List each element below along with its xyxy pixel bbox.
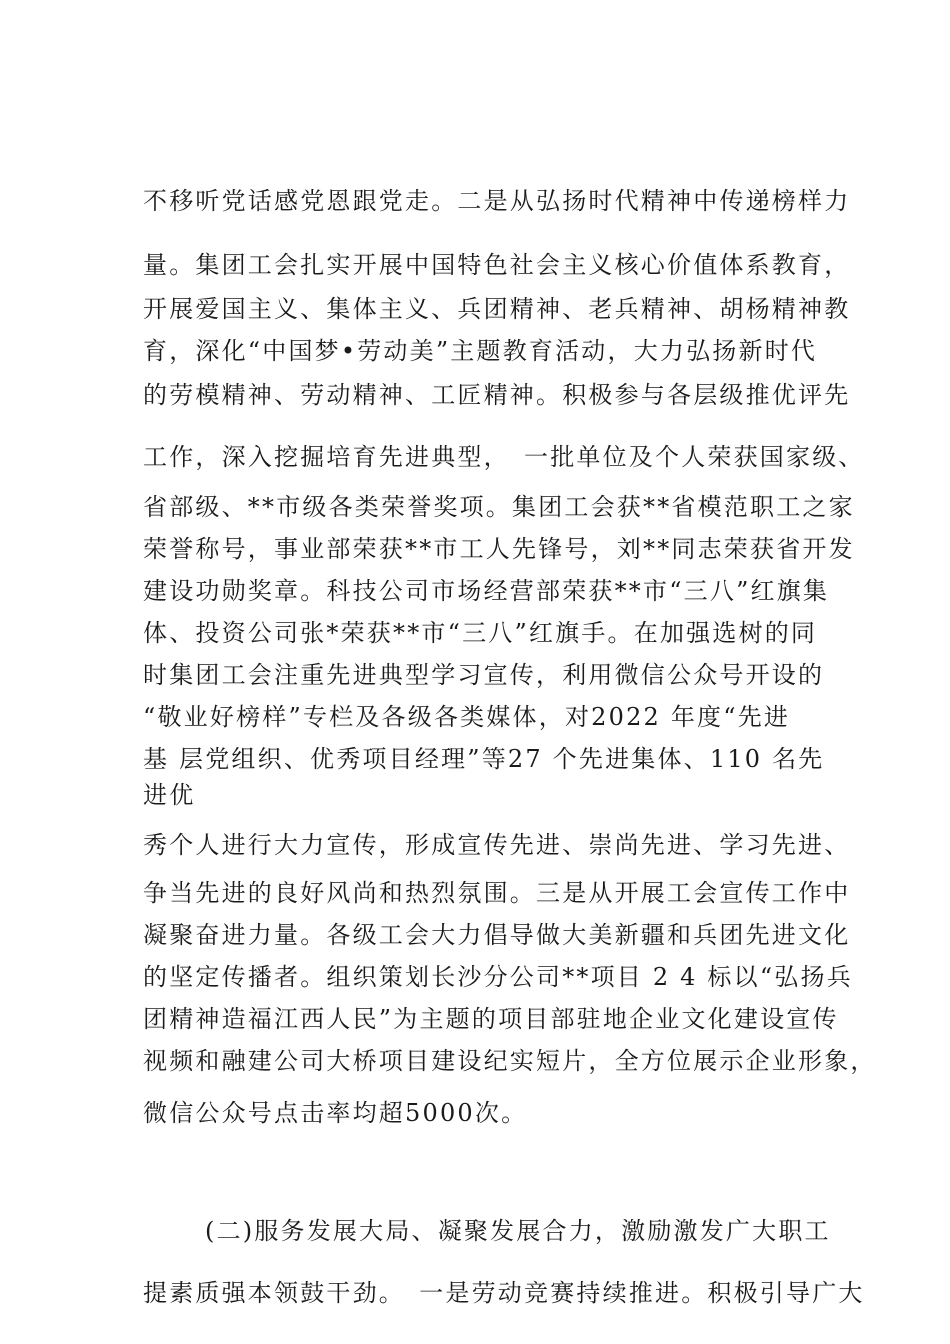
- text-line: 凝聚奋进力量。各级工会大力倡导做大美新疆和兵团先进文化: [143, 921, 851, 949]
- text-line: 荣誉称号，事业部荣获**市工人先锋号，刘**同志荣获省开发: [143, 535, 855, 563]
- text-line: 的劳模精神、劳动精神、工匠精神。积极参与各层级推优评先: [143, 381, 851, 409]
- text-line: 的坚定传播者。组织策划长沙分公司**项目 2 4 标以“弘扬兵: [143, 963, 853, 991]
- section-heading: (二)服务发展大局、凝聚发展合力，激励激发广大职工: [205, 1217, 831, 1245]
- text-line: 量。集团工会扎实开展中国特色社会主义核心价值体系教育，: [143, 251, 851, 279]
- text-line: 提素质强本领鼓干劲。 一是劳动竞赛持续推进。积极引导广大: [143, 1279, 865, 1307]
- text-line: 不移听党话感党恩跟党走。二是从弘扬时代精神中传递榜样力: [143, 187, 851, 215]
- text-line: 育，深化“中国梦•劳动美”主题教育活动，大力弘扬新时代: [143, 337, 818, 365]
- text-line: 省部级、**市级各类荣誉奖项。集团工会获**省模范职工之家: [143, 493, 855, 521]
- text-line: 进优: [143, 781, 196, 809]
- text-line: 争当先进的良好风尚和热烈氛围。三是从开展工会宣传工作中: [143, 879, 851, 907]
- text-line: 秀个人进行大力宣传，形成宣传先进、崇尚先进、学习先进、: [143, 831, 851, 859]
- text-line: 开展爱国主义、集体主义、兵团精神、老兵精神、胡杨精神教: [143, 295, 851, 323]
- text-line: 体、投资公司张*荣获**市“三八”红旗手。在加强选树的同: [143, 619, 818, 647]
- text-line: 建设功勋奖章。科技公司市场经营部荣获**市“三八”红旗集: [143, 577, 830, 605]
- text-line: 微信公众号点击率均超5000次。: [143, 1099, 528, 1127]
- text-line: 时集团工会注重先进典型学习宣传，利用微信公众号开设的: [143, 661, 825, 689]
- text-line: 基 层党组织、优秀项目经理”等27 个先进集体、110 名先: [143, 745, 825, 773]
- text-line: 视频和融建公司大桥项目建设纪实短片，全方位展示企业形象，: [143, 1047, 877, 1075]
- text-line: 团精神造福江西人民”为主题的项目部驻地企业文化建设宣传: [143, 1005, 839, 1033]
- text-line: “敬业好榜样”专栏及各级各类媒体，对2022 年度“先进: [143, 703, 791, 731]
- text-line: 工作，深入挖掘培育先进典型， 一批单位及个人荣获国家级、: [143, 443, 865, 471]
